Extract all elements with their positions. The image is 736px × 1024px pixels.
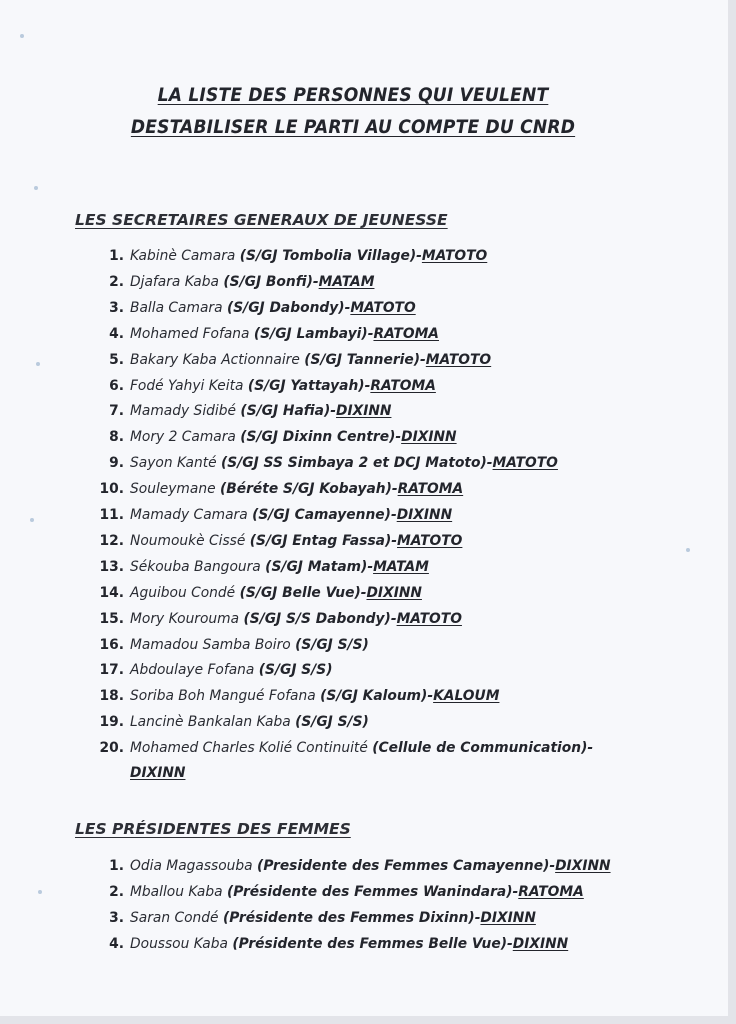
list-item-number: 5. (109, 351, 124, 368)
section-heading-presidentes: LES PRÉSIDENTES DES FEMMES (75, 820, 351, 838)
person-name: Mamady Sidibé (130, 403, 236, 420)
list-item-number: 10. (99, 481, 124, 498)
person-name: Doussou Kaba (130, 935, 228, 952)
list-item (96, 248, 487, 272)
person-name: Mohamed Charles Kolié Continuité (130, 740, 368, 757)
person-role: (S/GJ Matam)- (265, 558, 374, 575)
list-item (96, 533, 462, 557)
person-name: Mamadou Samba Boiro (130, 636, 291, 653)
person-role: (S/GJ Bonfi)- (223, 273, 319, 290)
list-item (96, 884, 584, 908)
person-role: (Présidente des Femmes Wanindara)- (226, 883, 519, 900)
person-location: MATOTO (421, 248, 488, 264)
document-title-line-1: LA LISTE DES PERSONNES QUI VEULENT (157, 84, 549, 106)
list-item (96, 403, 391, 427)
person-role: (S/GJ Kaloum)- (320, 688, 434, 705)
list-item-number: 9. (109, 455, 124, 472)
person-role: (S/GJ Yattayah)- (247, 377, 371, 394)
person-location: DIXINN (512, 935, 569, 952)
paper-speck (38, 890, 42, 894)
person-role: (S/GJ Dabondy)- (226, 299, 351, 316)
person-role: (S/GJ S/S Dabondy)- (243, 610, 397, 627)
person-role: (S/GJ Dixinn Centre)- (240, 429, 402, 446)
list-item (96, 274, 374, 298)
person-role: (Présidente des Femmes Dixinn)- (222, 909, 481, 926)
person-role: (Cellule de Communication)- (372, 740, 594, 757)
person-role: (S/GJ S/S) (295, 636, 369, 653)
list-item-number: 13. (99, 558, 124, 575)
list-item (96, 300, 416, 324)
page-edge (728, 0, 736, 1024)
person-name: Fodé Yahyi Keita (130, 377, 244, 394)
list-item (96, 352, 491, 376)
paper-speck (36, 362, 40, 366)
list-item-number: 16. (99, 636, 124, 653)
list-item (96, 611, 462, 635)
paper-speck (34, 186, 38, 190)
list-item-number: 2. (109, 883, 124, 900)
paper-speck (686, 548, 690, 552)
person-location: DIXINN (401, 429, 457, 446)
list-item-number: 1. (109, 248, 124, 264)
person-location: DIXINN (336, 403, 392, 420)
person-role: (Presidente des Femmes Camayenne)- (257, 858, 556, 874)
person-role: (S/GJ Lambayi)- (253, 325, 374, 342)
person-role: (S/GJ Hafia)- (240, 403, 336, 420)
person-name: Saran Condé (130, 909, 219, 926)
person-name: Lancinè Bankalan Kaba (130, 714, 291, 731)
document-title-line-2: DESTABILISER LE PARTI AU COMPTE DU CNRD (130, 116, 576, 138)
list-item (96, 662, 333, 686)
list-item-number: 17. (99, 662, 124, 679)
person-location: RATOMA (370, 377, 436, 394)
person-location: KALOUM (433, 688, 500, 705)
list-item-number: 8. (109, 429, 124, 446)
person-location: DIXINN (396, 507, 453, 523)
person-location: DIXINN (366, 584, 422, 601)
person-name: Souleymane (130, 481, 216, 498)
person-role: (S/GJ Camayenne)- (252, 507, 397, 523)
person-name: Kabinè Camara (130, 248, 236, 264)
list-item (96, 326, 439, 350)
list-item (96, 559, 429, 583)
person-location: RATOMA (373, 325, 439, 342)
person-location: DIXINN (555, 858, 611, 874)
person-name: Aguibou Condé (130, 584, 236, 601)
list-item-number: 12. (99, 532, 124, 549)
section-heading-secretaires: LES SECRETAIRES GENERAUX DE JEUNESSE (75, 211, 448, 229)
person-name: Sékouba Bangoura (130, 558, 261, 575)
list-item (96, 688, 499, 712)
person-location: MATOTO (425, 351, 492, 368)
list-item-number: 11. (99, 507, 124, 523)
person-role: (S/GJ S/S) (295, 714, 369, 731)
list-item (96, 858, 611, 882)
list-item-number: 14. (99, 584, 124, 601)
person-role: (S/GJ Tombolia Village)- (239, 248, 422, 264)
person-location: RATOMA (397, 481, 464, 498)
person-name: Odia Magassouba (130, 858, 253, 874)
person-name: Soriba Boh Mangué Fofana (130, 688, 316, 705)
person-name: Djafara Kaba (130, 273, 219, 290)
list-item (96, 585, 422, 609)
person-location: MATOTO (492, 455, 558, 472)
list-item-number: 4. (109, 935, 124, 952)
list-item-number: 15. (99, 610, 124, 627)
list-item (96, 455, 558, 479)
list-item-number: 6. (109, 377, 124, 394)
list-item (96, 936, 568, 960)
person-role: (Présidente des Femmes Belle Vue)- (232, 935, 513, 952)
person-name: Mballou Kaba (130, 883, 223, 900)
person-role: (Béréte S/GJ Kobayah)- (219, 481, 398, 498)
person-name: Bakary Kaba Actionnaire (130, 351, 300, 368)
person-location: DIXINN (480, 909, 536, 926)
person-name: Mory 2 Camara (130, 429, 236, 446)
list-item (96, 507, 452, 531)
paper-speck (20, 34, 24, 38)
person-location: MATAM (318, 273, 375, 290)
person-name: Noumoukè Cissé (130, 532, 246, 549)
person-role: (S/GJ S/S) (258, 662, 333, 679)
list-item (96, 910, 536, 934)
list-item (96, 378, 436, 402)
list-item-number: 1. (109, 858, 124, 874)
person-location: MATOTO (397, 532, 463, 549)
person-name: Mohamed Fofana (130, 325, 250, 342)
list-item-number: 20. (99, 740, 124, 757)
list-item (96, 481, 463, 505)
paper-speck (30, 518, 34, 522)
person-role: (S/GJ SS Simbaya 2 et DCJ Matoto)- (221, 455, 493, 472)
page-edge (0, 1016, 736, 1024)
list-item (96, 637, 369, 661)
list-item-number: 2. (109, 273, 124, 290)
person-role: (S/GJ Entag Fassa)- (249, 532, 398, 549)
person-location: RATOMA (518, 883, 584, 900)
person-name: Balla Camara (130, 299, 223, 316)
person-name: Sayon Kanté (130, 455, 217, 472)
person-role: (S/GJ Tannerie)- (304, 351, 426, 368)
list-item (96, 429, 457, 453)
list-item-number: 19. (99, 714, 124, 731)
person-name: Abdoulaye Fofana (130, 662, 255, 679)
list-item-continuation: DIXINN (130, 765, 186, 781)
person-location: MATAM (373, 558, 429, 575)
person-location: MATOTO (350, 299, 416, 316)
list-item-number: 18. (99, 688, 124, 705)
person-role: (S/GJ Belle Vue)- (239, 584, 367, 601)
list-item (96, 740, 593, 764)
list-item-number: 3. (109, 909, 124, 926)
list-item-number: 7. (109, 403, 124, 420)
list-item-number: 3. (109, 299, 124, 316)
list-item-number: 4. (109, 325, 124, 342)
person-name: Mamady Camara (130, 507, 248, 523)
person-name: Mory Kourouma (130, 610, 240, 627)
list-item (96, 714, 369, 738)
person-location: MATOTO (396, 610, 462, 627)
